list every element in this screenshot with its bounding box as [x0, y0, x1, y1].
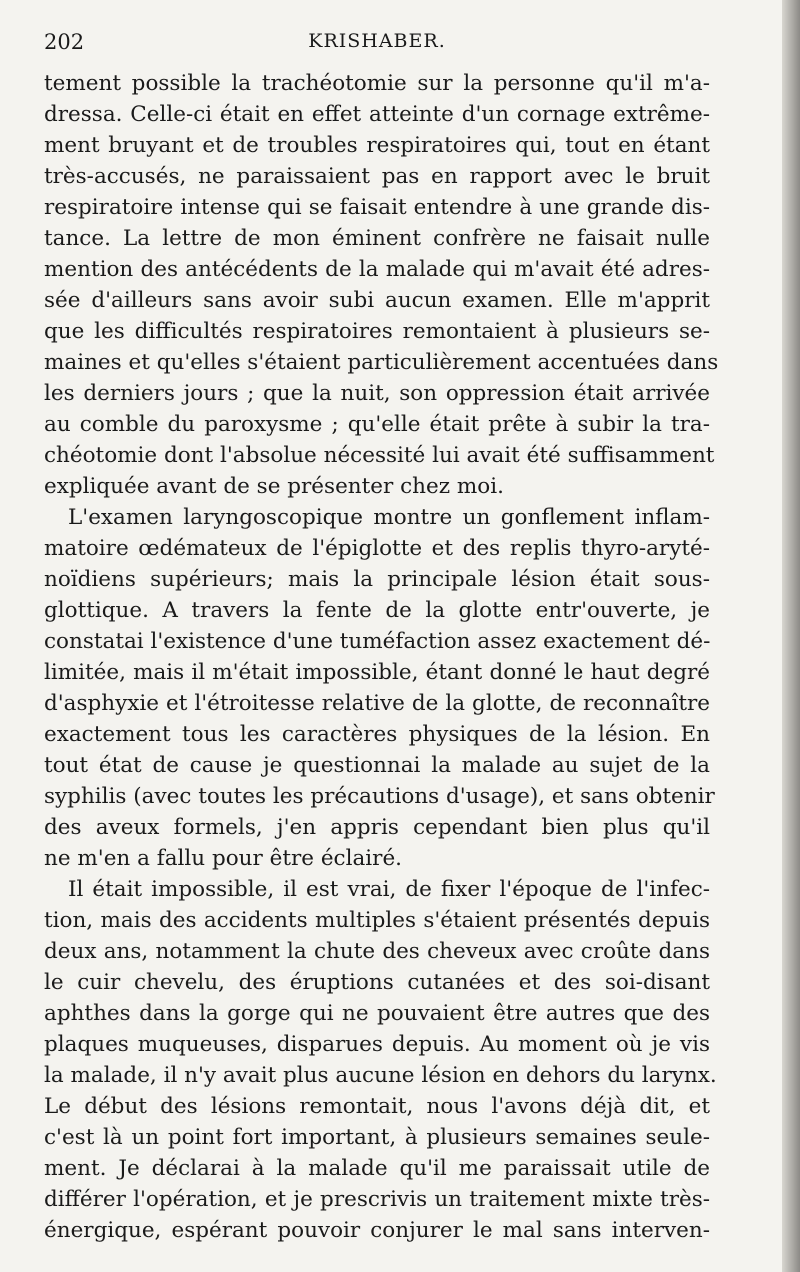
text-line: Le début des lésions remontait, nous l'avons déjà dit, et [44, 1094, 710, 1119]
text-line: tement possible la trachéotomie sur la personne qu'il m'a- [44, 71, 710, 96]
text-line: maines et qu'elles s'étaient particulièrement accentuées dans [44, 350, 719, 375]
text-line: mention des antécédents de la malade qui m'avait été adres- [44, 257, 710, 282]
page-header [44, 30, 710, 58]
text-line: plaques muqueuses, disparues depuis. Au moment où je vis [44, 1032, 710, 1057]
text-line: que les difficultés respiratoires remontaient à plusieurs se- [44, 319, 710, 344]
text-line: les derniers jours ; que la nuit, son oppression était arrivée [44, 381, 710, 406]
text-line: expliquée avant de se présenter chez moi. [44, 474, 504, 499]
text-line: la malade, il n'y avait plus aucune lésion en dehors du larynx. [44, 1063, 717, 1088]
text-line: respiratoire intense qui se faisait entendre à une grande dis- [44, 195, 710, 220]
text-line: limitée, mais il m'était impossible, étant donné le haut degré [44, 660, 710, 685]
text-line: énergique, espérant pouvoir conjurer le mal sans interven- [44, 1218, 710, 1243]
text-line: deux ans, notamment la chute des cheveux avec croûte dans [44, 939, 710, 964]
text-line: L'examen laryngoscopique montre un gonflement inflam- [68, 505, 710, 530]
book-gutter-shadow [782, 0, 800, 1272]
text-line: tout état de cause je questionnai la malade au sujet de la [44, 753, 710, 778]
text-line: exactement tous les caractères physiques de la lésion. En [44, 722, 710, 747]
text-line: ne m'en a fallu pour être éclairé. [44, 846, 403, 871]
text-line: matoire œdémateux de l'épiglotte et des replis thyro-aryté- [44, 536, 710, 561]
text-line: syphilis (avec toutes les précautions d'usage), et sans obtenir [44, 784, 715, 809]
text-line: chéotomie dont l'absolue nécessité lui avait été suffisamment [44, 443, 715, 468]
text-line: ment. Je déclarai à la malade qu'il me paraissait utile de [44, 1156, 710, 1181]
page-number: 202 [44, 30, 85, 54]
text-line: constatai l'existence d'une tuméfaction assez exactement dé- [44, 629, 711, 654]
running-head: KRISHABER. [308, 30, 446, 52]
text-line: d'asphyxie et l'étroitesse relative de la glotte, de reconnaître [44, 691, 710, 716]
text-line: très-accusés, ne paraissaient pas en rapport avec le bruit [44, 164, 710, 189]
text-line: noïdiens supérieurs; mais la principale lésion était sous- [44, 567, 710, 592]
text-line: ment bruyant et de troubles respiratoires qui, tout en étant [44, 133, 710, 158]
text-line: différer l'opération, et je prescrivis un traitement mixte très- [44, 1187, 710, 1212]
text-line: tance. La lettre de mon éminent confrère ne faisait nulle [44, 226, 710, 251]
text-line: c'est là un point fort important, à plusieurs semaines seule- [44, 1125, 710, 1150]
body-text [44, 68, 719, 1246]
text-line: des aveux formels, j'en appris cependant bien plus qu'il [44, 815, 710, 840]
text-line: dressa. Celle-ci était en effet atteinte d'un cornage extrême- [44, 102, 710, 127]
text-line: aphthes dans la gorge qui ne pouvaient être autres que des [44, 1001, 710, 1026]
text-line: le cuir chevelu, des éruptions cutanées et des soi-disant [44, 970, 710, 995]
text-line: au comble du paroxysme ; qu'elle était prête à subir la tra- [44, 412, 710, 437]
text-line: tion, mais des accidents multiples s'étaient présentés depuis [44, 908, 710, 933]
text-line: Il était impossible, il est vrai, de fixer l'époque de l'infec- [68, 877, 710, 902]
text-line: glottique. A travers la fente de la glotte entr'ouverte, je [44, 598, 710, 623]
text-line: sée d'ailleurs sans avoir subi aucun examen. Elle m'apprit [44, 288, 710, 313]
